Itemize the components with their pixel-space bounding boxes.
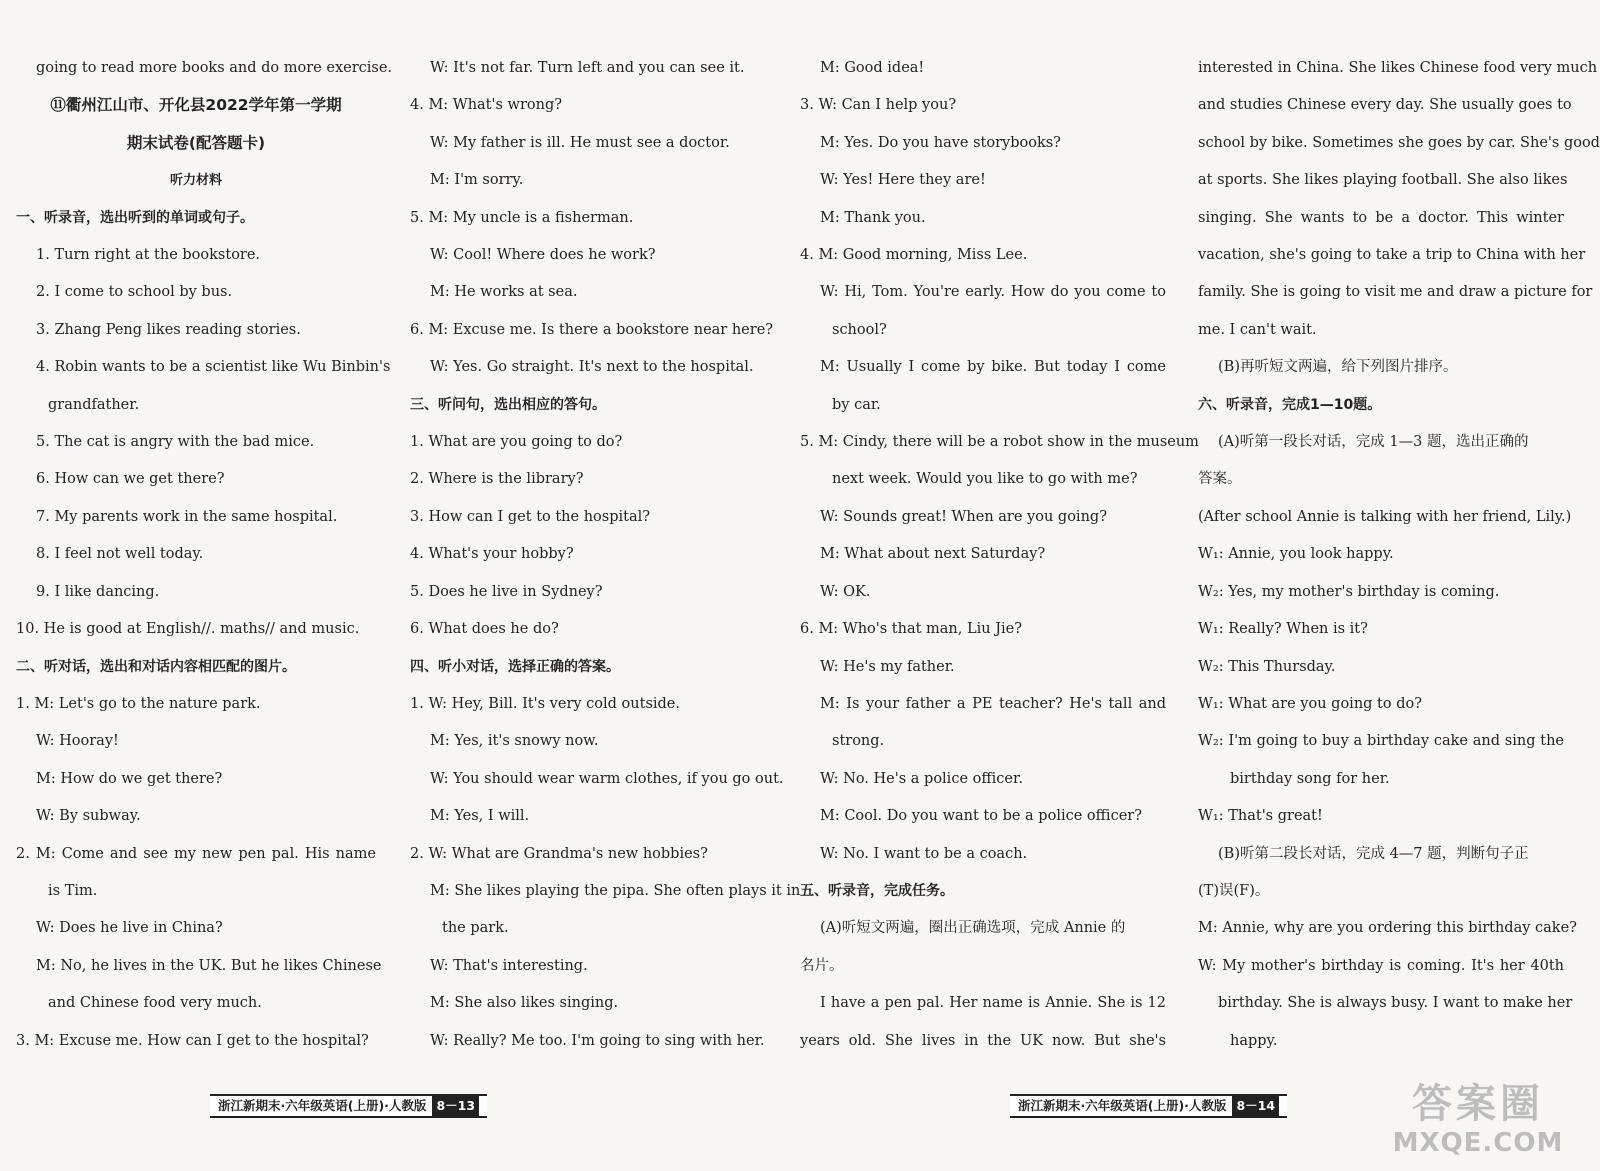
text-line: 5. The cat is angry with the bad mice. (36, 434, 315, 451)
text-line: 9. I like dancing. (36, 583, 160, 600)
text-line: happy. (1230, 1032, 1278, 1049)
text-line: W: Hi, Tom. You're early. How do you come to (820, 284, 1166, 301)
text-line: 一、听录音，选出听到的单词或句子。 (16, 209, 254, 226)
watermark-url: MXQE.COM (1392, 1128, 1564, 1158)
text-line: 3. M: Excuse me. How can I get to the hospital? (16, 1032, 369, 1049)
text-line: family. She is going to visit me and draw a picture for (1198, 284, 1593, 301)
text-line: birthday song for her. (1230, 770, 1390, 787)
text-line: 4. What's your hobby? (410, 546, 574, 563)
text-line: W₁: That's great! (1198, 808, 1323, 825)
text-line: M: Usually I come by bike. But today I come (820, 359, 1166, 376)
text-line: 1. M: Let's go to the nature park. (16, 695, 261, 712)
text-line: school? (832, 321, 887, 338)
text-line: the park. (442, 920, 509, 937)
text-line: 1. W: Hey, Bill. It's very cold outside. (410, 695, 680, 712)
text-line: 3. How can I get to the hospital? (410, 508, 651, 525)
text-line: W₂: Yes, my mother's birthday is coming. (1198, 583, 1500, 600)
text-line: 听力材料 (169, 173, 222, 189)
text-line: grandfather. (48, 396, 140, 413)
text-line: W: No. He's a police officer. (820, 770, 1023, 787)
text-line: 1. What are you going to do? (410, 434, 623, 451)
text-line: M: Good idea! (820, 60, 925, 76)
text-line: M: Yes, it's snowy now. (430, 733, 599, 750)
text-line: and studies Chinese every day. She usually goes to (1198, 97, 1572, 114)
text-line: vacation, she's going to take a trip to China with her (1198, 247, 1586, 264)
text-line: W: Does he live in China? (36, 920, 223, 937)
text-line: M: Annie, why are you ordering this birthday cake? (1198, 920, 1577, 937)
text-line: at sports. She likes playing football. She also likes (1198, 172, 1568, 189)
watermark-logo (1378, 1080, 1578, 1164)
text-line: W: By subway. (36, 808, 141, 825)
column-4 (1198, 50, 1600, 1060)
text-line: strong. (832, 733, 885, 750)
text-line: years old. She lives in the UK now. But she's (800, 1032, 1166, 1049)
text-line: W: Cool! Where does he work? (430, 247, 656, 264)
text-line: W: Yes! Here they are! (820, 172, 986, 189)
text-line: 名片。 (800, 957, 844, 974)
text-line: M: No, he lives in the UK. But he likes Chinese (36, 957, 382, 974)
page-footer-right (1010, 1094, 1287, 1118)
text-line: singing. She wants to be a doctor. This winter (1198, 209, 1564, 226)
text-line: 10. He is good at English//. maths// and music. (16, 621, 360, 638)
text-line: W: Yes. Go straight. It's next to the hospital. (430, 359, 754, 376)
text-line: 6. How can we get there? (36, 471, 225, 488)
text-line: W: OK. (820, 583, 871, 600)
text-line: (After school Annie is talking with her friend, Lily.) (1198, 508, 1572, 525)
text-line: M: She also likes singing. (430, 995, 619, 1012)
text-line: M: Is your father a PE teacher? He's tall and (820, 695, 1166, 712)
text-line: M: Yes. Do you have storybooks? (820, 134, 1061, 151)
text-line: W₁: Really? When is it? (1198, 621, 1368, 638)
text-line: 4. M: Good morning, Miss Lee. (800, 247, 1028, 264)
text-line: 六、听录音，完成1—10题。 (1198, 396, 1382, 413)
text-line: W₂: This Thursday. (1198, 658, 1336, 675)
text-line: 7. My parents work in the same hospital. (36, 508, 338, 525)
page-number: 8－14 (1232, 1096, 1279, 1116)
text-line: W: He's my father. (820, 658, 955, 675)
footer-title: 浙江新期末·六年级英语(上册)·人教版 (218, 1098, 427, 1113)
column-2 (410, 50, 801, 1060)
page-number: 8－13 (432, 1096, 479, 1116)
text-line: 3. Zhang Peng likes reading stories. (36, 321, 301, 338)
text-line: M: She likes playing the pipa. She often plays it in (430, 882, 801, 899)
text-line: M: Thank you. (820, 209, 926, 226)
text-line: 三、听问句，选出相应的答句。 (410, 396, 606, 413)
text-line: I have a pen pal. Her name is Annie. She is 12 (820, 995, 1166, 1012)
text-line: 期末试卷(配答题卡) (126, 133, 266, 152)
text-line: W₁: Annie, you look happy. (1198, 546, 1394, 563)
text-line: (B)再听短文两遍，给下列图片排序。 (1218, 359, 1458, 376)
text-line: 5. M: My uncle is a fisherman. (410, 209, 634, 226)
text-line: W: No. I want to be a coach. (820, 845, 1028, 862)
text-line: 答案。 (1198, 471, 1242, 488)
text-line: M: What about next Saturday? (820, 546, 1046, 563)
text-line: 6. M: Who's that man, Liu Jie? (800, 621, 1023, 638)
text-line: 四、听小对话，选择正确的答案。 (410, 658, 620, 675)
text-line: 五、听录音，完成任务。 (800, 882, 954, 899)
text-line: next week. Would you like to go with me? (832, 471, 1138, 488)
text-line: 5. M: Cindy, there will be a robot show in the museum (800, 434, 1199, 451)
text-line: 2. Where is the library? (410, 471, 584, 488)
text-line: birthday. She is always busy. I want to make her (1218, 995, 1573, 1012)
text-line: 8. I feel not well today. (36, 546, 204, 563)
text-line: ⑪衢州江山市、开化县2022学年第一学期 (50, 96, 342, 115)
text-line: is Tim. (48, 882, 98, 899)
text-line: 3. W: Can I help you? (800, 97, 957, 114)
text-line: W: You should wear warm clothes, if you go out. (430, 770, 784, 787)
text-line: (T)误(F)。 (1198, 882, 1270, 899)
text-line: W: Hooray! (36, 733, 119, 750)
text-line: 2. I come to school by bus. (36, 284, 233, 301)
text-line: M: Cool. Do you want to be a police officer? (820, 808, 1142, 825)
text-line: (A)听短文两遍，圈出正确选项，完成 Annie 的 (820, 920, 1126, 937)
text-line: 2. M: Come and see my new pen pal. His name (16, 845, 376, 862)
text-line: W: That's interesting. (430, 957, 588, 974)
column-1 (16, 50, 393, 1060)
text-line: W₂: I'm going to buy a birthday cake and sing the (1198, 733, 1564, 750)
text-line: 6. M: Excuse me. Is there a bookstore near here? (410, 321, 774, 338)
text-line: M: How do we get there? (36, 770, 223, 787)
text-line: M: He works at sea. (430, 284, 578, 301)
text-line: 6. What does he do? (410, 621, 559, 638)
text-line: 二、听对话，选出和对话内容相匹配的图片。 (16, 658, 296, 675)
text-line: 4. Robin wants to be a scientist like Wu Binbin's (36, 359, 391, 376)
footer-title: 浙江新期末·六年级英语(上册)·人教版 (1018, 1098, 1227, 1113)
text-line: interested in China. She likes Chinese food very much (1198, 60, 1598, 76)
column-3 (800, 50, 1199, 1060)
text-line: W: Really? Me too. I'm going to sing with her. (430, 1032, 765, 1049)
text-line: 2. W: What are Grandma's new hobbies? (410, 845, 708, 862)
text-line: by car. (832, 396, 881, 413)
page-footer-left (210, 1094, 487, 1118)
text-line: me. I can't wait. (1198, 321, 1317, 338)
text-line: W: It's not far. Turn left and you can see it. (430, 60, 745, 76)
text-line: W: Sounds great! When are you going? (820, 508, 1107, 525)
text-line: W₁: What are you going to do? (1198, 695, 1422, 712)
text-line: W: My father is ill. He must see a doctor. (430, 134, 730, 151)
text-line: M: Yes, I will. (430, 808, 530, 825)
text-line: M: I'm sorry. (430, 172, 524, 189)
text-line: and Chinese food very much. (48, 995, 262, 1012)
text-line: (A)听第一段长对话，完成 1—3 题，选出正确的 (1218, 434, 1529, 451)
text-line: (B)听第二段长对话，完成 4—7 题，判断句子正 (1218, 845, 1529, 862)
text-line: W: My mother's birthday is coming. It's her 40th (1198, 957, 1564, 974)
text-line: 4. M: What's wrong? (410, 97, 563, 114)
watermark-text: 答案圈 (1412, 1081, 1544, 1127)
text-line: 5. Does he live in Sydney? (410, 583, 603, 600)
text-line: going to read more books and do more exercise. (36, 60, 393, 76)
text-line: 1. Turn right at the bookstore. (36, 247, 261, 264)
text-line: school by bike. Sometimes she goes by car. She's good (1198, 134, 1600, 151)
